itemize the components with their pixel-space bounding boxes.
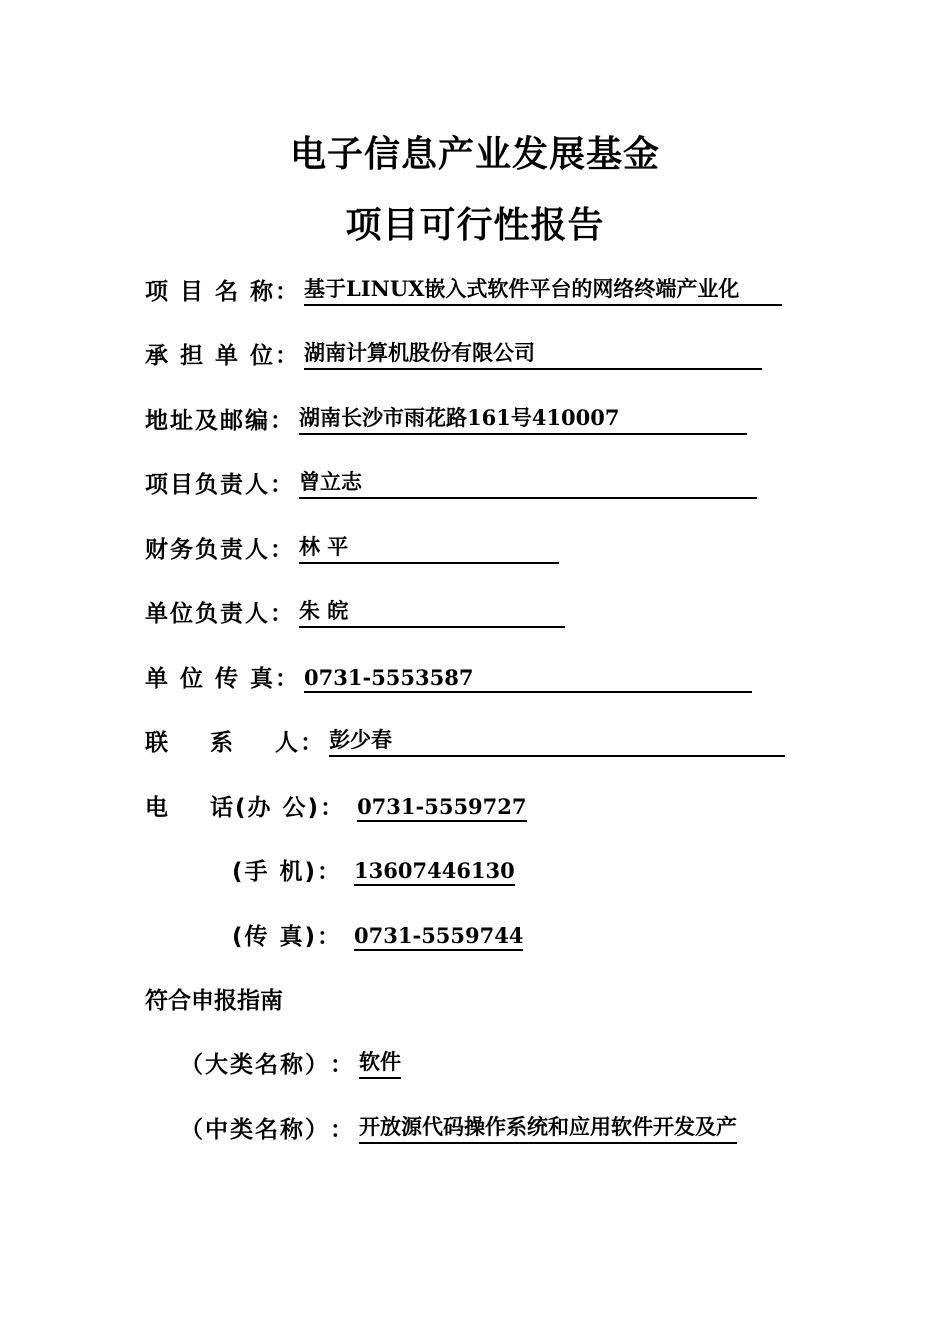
field-label: (手 机)	[232, 859, 318, 885]
phone-mobile-value: 13607446130	[354, 858, 515, 886]
document-title-line2: 项目可行性报告	[345, 205, 605, 246]
field-label: 联 系 人	[145, 730, 301, 756]
field-undertaker	[145, 336, 762, 370]
field-label: 单 位 传 真	[145, 666, 276, 692]
field-colon: ：	[320, 795, 344, 821]
address-value: 湖南长沙市雨花路161号410007	[299, 402, 747, 435]
field-label: （大类名称）	[180, 1052, 330, 1078]
field-label: 电 话(办 公)	[145, 795, 321, 821]
field-colon: ：	[270, 601, 293, 627]
field-unit-fax	[145, 659, 752, 693]
field-label: 项 目 名 称	[145, 279, 276, 305]
document-title-line1: 电子信息产业发展基金	[289, 134, 660, 175]
project-lead-value: 曾立志	[299, 466, 757, 499]
field-major-category	[180, 1045, 401, 1079]
mid-category-value: 开放源代码操作系统和应用软件开发及产	[359, 1111, 737, 1144]
field-phone-office	[145, 788, 527, 822]
field-label: 承 担 单 位	[145, 343, 276, 369]
project-name-value: 基于LINUX嵌入式软件平台的网络终端产业化	[304, 273, 782, 306]
field-label: (传 真)	[232, 924, 318, 950]
field-project-lead	[145, 465, 757, 499]
field-label: 财务负责人	[145, 537, 270, 563]
field-finance-lead	[145, 530, 559, 564]
field-label: 项目负责人	[145, 472, 270, 498]
finance-lead-value: 林 平	[299, 531, 559, 564]
guide-heading-text: 符合申报指南	[145, 988, 283, 1014]
field-unit-lead	[145, 594, 565, 628]
field-colon: ：	[317, 859, 341, 885]
field-mid-category	[180, 1110, 737, 1144]
field-phone-mobile	[232, 852, 515, 886]
unit-fax-value: 0731-5553587	[304, 665, 752, 693]
field-colon: ：	[330, 1052, 353, 1078]
field-colon: ：	[270, 537, 293, 563]
guide-heading	[145, 981, 283, 1015]
field-label: 单位负责人	[145, 601, 270, 627]
phone-office-value: 0731-5559727	[357, 794, 526, 822]
field-colon: ：	[330, 1117, 353, 1143]
field-colon: ：	[275, 279, 299, 305]
field-label: （中类名称）	[180, 1117, 330, 1143]
field-phone-fax	[232, 917, 523, 951]
phone-fax-value: 0731-5559744	[354, 923, 523, 951]
field-colon: ：	[300, 730, 324, 756]
field-contact	[145, 723, 785, 757]
undertaker-value: 湖南计算机股份有限公司	[304, 337, 762, 370]
field-colon: ：	[275, 343, 299, 369]
field-colon: ：	[270, 408, 293, 434]
field-label: 地址及邮编	[145, 408, 270, 434]
contact-value: 彭少春	[329, 724, 785, 757]
field-colon: ：	[270, 472, 293, 498]
field-colon: ：	[275, 666, 299, 692]
field-project-name	[145, 272, 782, 306]
field-colon: ：	[317, 924, 341, 950]
unit-lead-value: 朱 皖	[299, 595, 565, 628]
major-category-value: 软件	[359, 1046, 401, 1079]
field-address	[145, 401, 747, 435]
